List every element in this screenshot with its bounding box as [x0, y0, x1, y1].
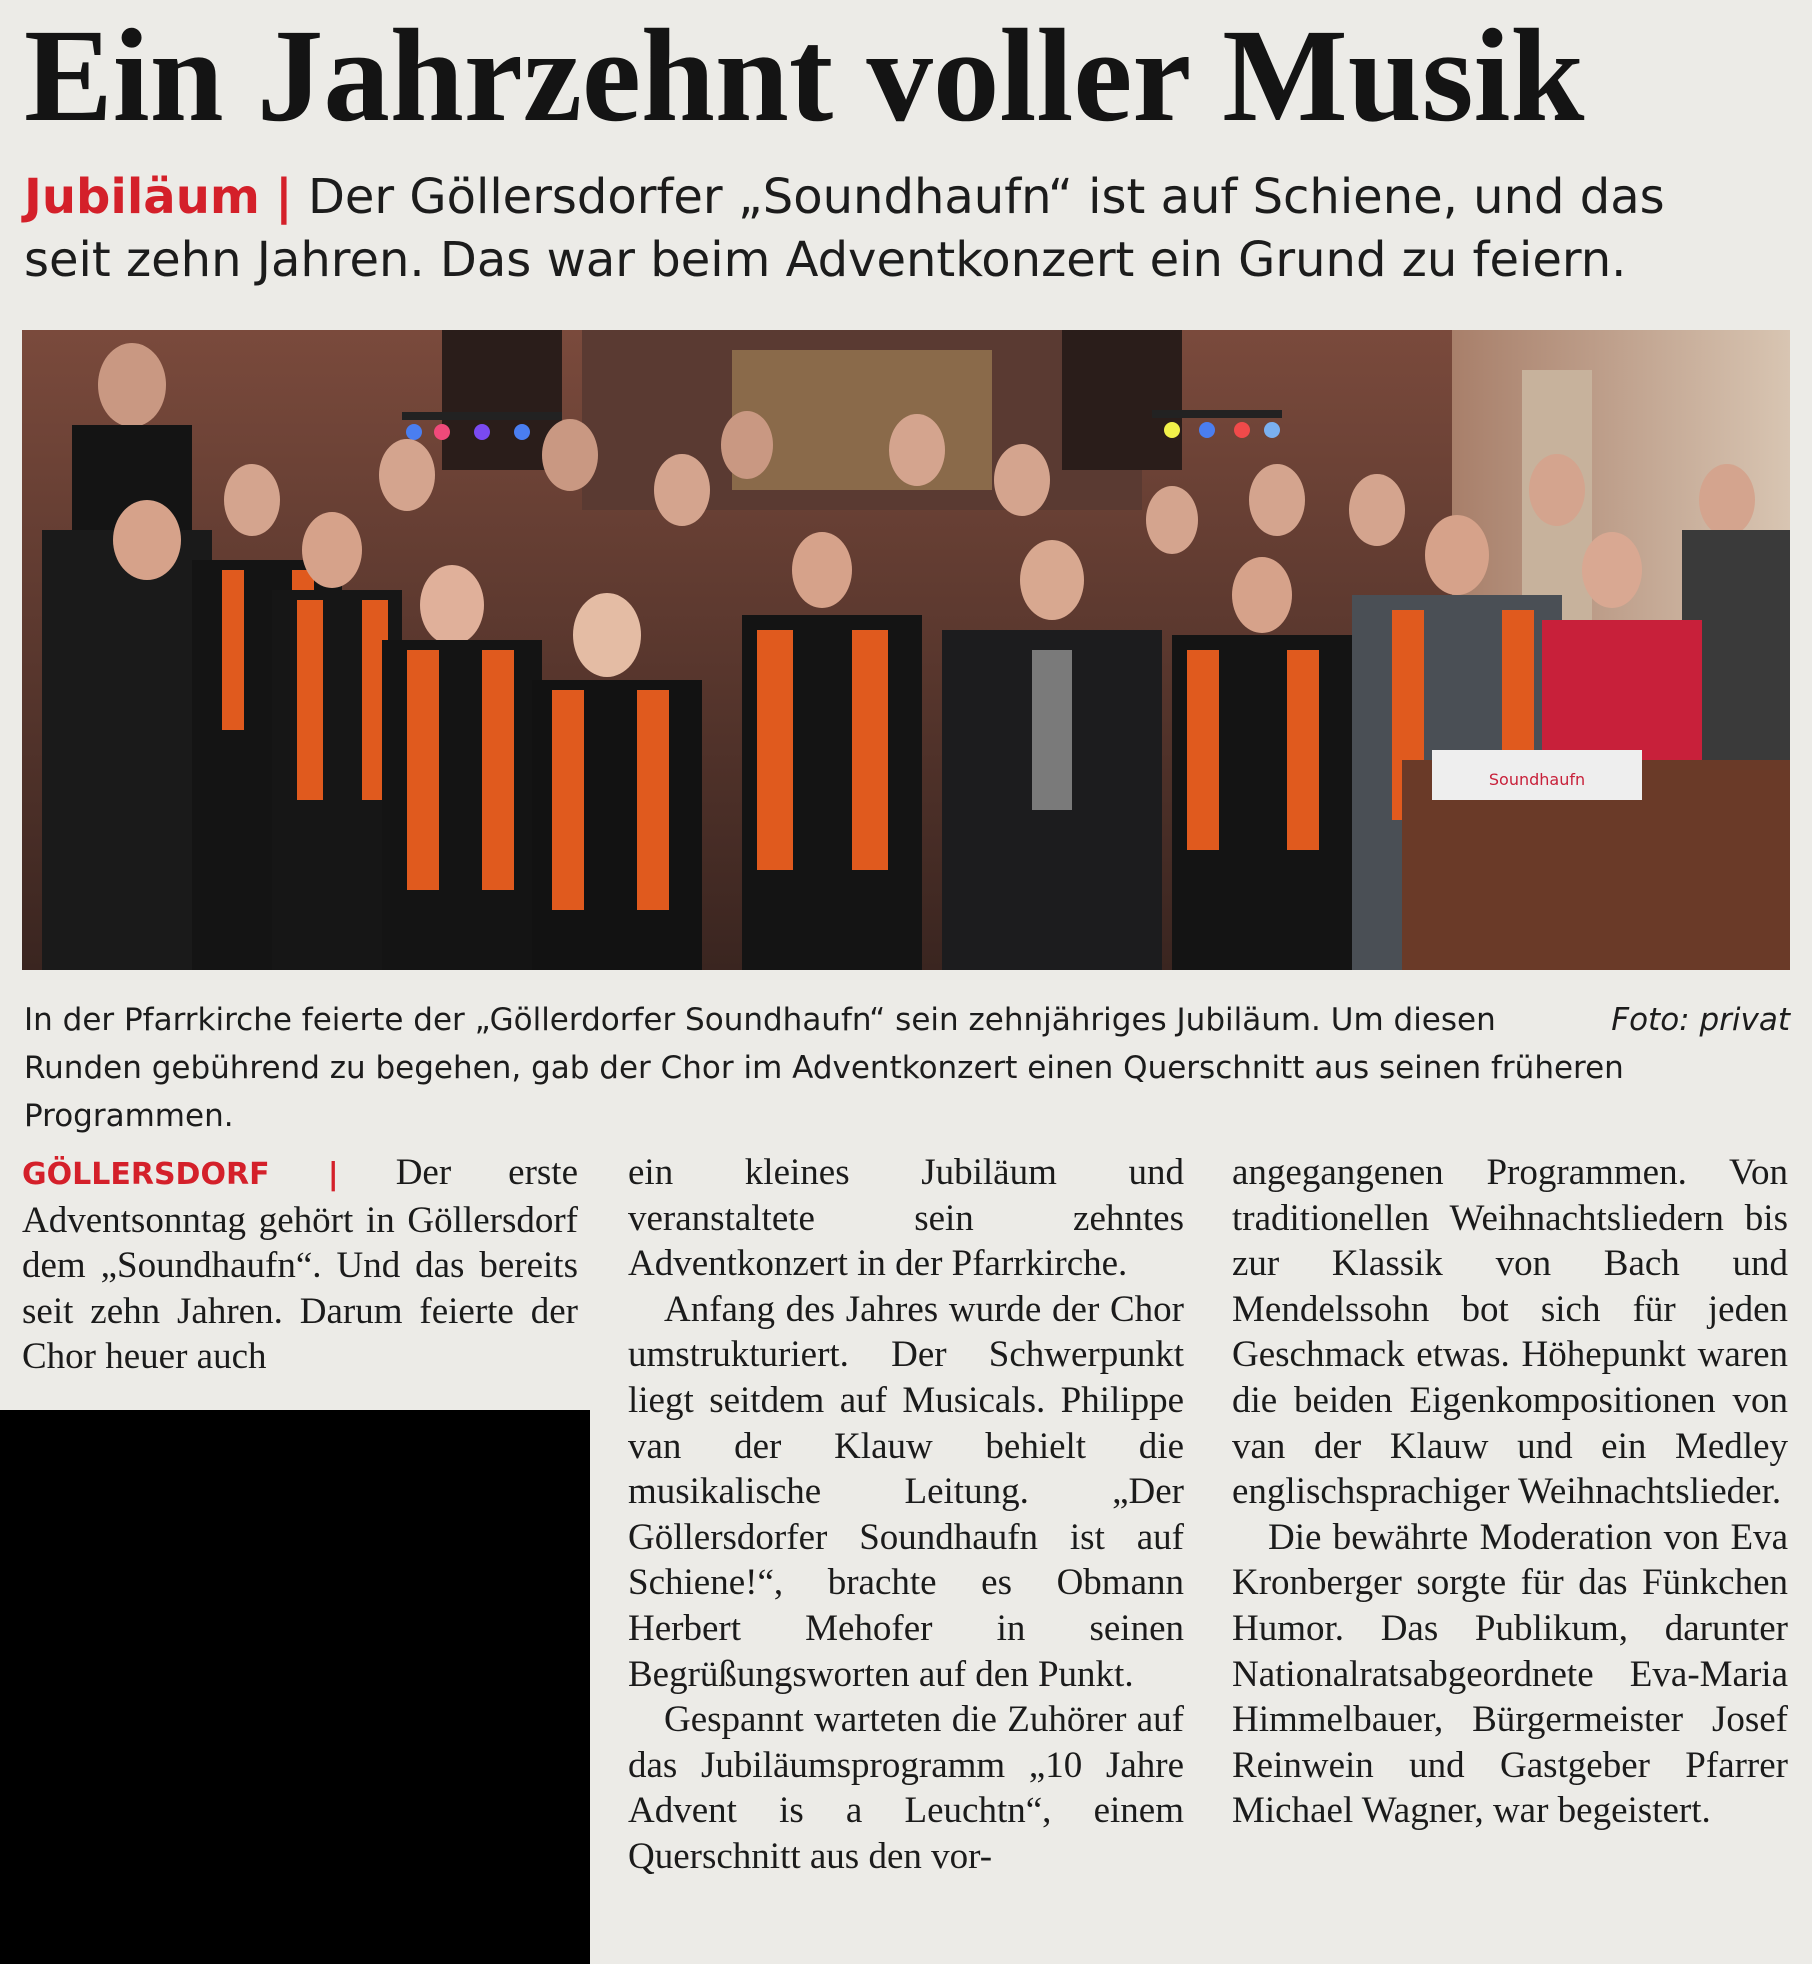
headline: Ein Jahrzehnt voller Musik: [24, 1, 1585, 149]
article-column-2: [628, 1150, 1184, 1880]
subhead-text: Der Göllersdorfer „Soundhaufn“ ist auf Schiene, und das seit zehn Jahren. Das war beim Adventkonzert ein Grund zu feiern.: [24, 169, 1665, 288]
article-paragraph-3-end: angegangenen Programmen. Von traditionellen Weihnachtsliedern bis zur Klassik von Bach und Mendelssohn bot sich für jeden Geschmack etwas. Höhepunkt waren die beiden Eigenkompositionen von van der Klauw und ein Medley englischsprachiger Weihnachtslieder.: [1232, 1152, 1788, 1513]
article-paragraph-1-end: ein kleines Jubiläum und veranstaltete sein zehntes Adventkonzert in der Pfarrkirche.: [628, 1152, 1184, 1285]
article-paragraph-4: Die bewährte Moderation von Eva Kronberger sorgte für das Fünkchen Humor. Das Publikum, darunter Nationalratsabgeordnete Eva-Maria Himmelbauer, Bürgermeister Josef Reinwein und Gastgeber Pfarrer Michael Wagner, war begeistert.: [1232, 1516, 1788, 1832]
window-right: [1062, 330, 1182, 470]
article-text-p1-start: Der erste Adventsonntag gehört in Göllersdorf dem „Soundhaufn“. Und das bereits seit zehn Jahren. Darum feierte der Chor heuer auch: [22, 1152, 578, 1378]
article-paragraph-3-start: Gespannt warteten die Zuhörer auf das Jubiläumsprogramm „10 Jahre Advent is a Leuchtn“, einem Querschnitt aus den vor-: [628, 1699, 1184, 1877]
redacted-block: [0, 1410, 590, 1964]
subhead-separator: |: [275, 169, 293, 225]
dateline: GÖLLERSDORF |: [22, 1157, 339, 1192]
article-paragraph-2: Anfang des Jahres wurde der Chor umstrukturiert. Der Schwerpunkt liegt seitdem auf Musicals. Philippe van der Klauw behielt die musikalische Leitung. „Der Göllersdorfer Soundhaufn ist auf Schiene!“, brachte es Obmann Herbert Mehofer in seinen Begrüßungsworten auf den Punkt.: [628, 1288, 1184, 1695]
sheet-sign-text: Soundhaufn: [1488, 770, 1586, 789]
choir-photo: [22, 330, 1790, 970]
article-paragraph-1: [22, 1150, 578, 1380]
article-column-3: [1232, 1150, 1788, 1834]
article-column-1: [22, 1150, 578, 1380]
altar-painting: [732, 350, 992, 490]
photo-caption: [24, 996, 1790, 1140]
photo-credit: Foto: privat: [1611, 1002, 1790, 1038]
subhead-kicker: Jubiläum: [24, 169, 260, 225]
subheadline: [24, 166, 1764, 292]
choir-photo-illustration: [22, 330, 1790, 970]
caption-text: In der Pfarrkirche feierte der „Göllerdorfer Soundhaufn“ sein zehnjähriges Jubiläum. Um diesen Runden gebührend zu begehen, gab der Chor im Adventkonzert einen Querschnitt aus seinen früheren Programmen.: [24, 1002, 1624, 1134]
